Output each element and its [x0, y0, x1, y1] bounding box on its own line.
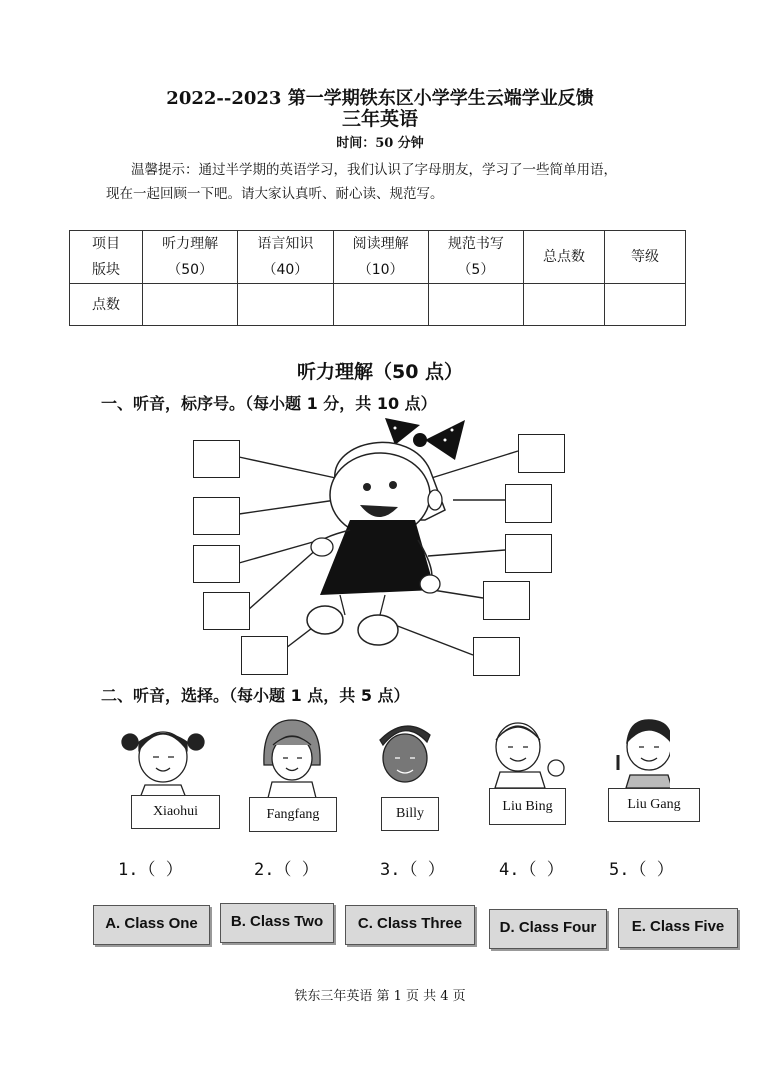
corner-bottom: 版块: [92, 262, 120, 278]
answer-blank-4[interactable]: 4.（ ）: [499, 860, 564, 880]
page-footer: 铁东三年英语 第 1 页 共 4 页: [294, 989, 466, 1004]
answer-blank-1[interactable]: 1.（ ）: [118, 860, 183, 880]
boy-pointing-icon: [618, 720, 670, 788]
tip-line-2: 现在一起回顾一下吧。请大家认真听、耐心读、规范写。: [106, 186, 444, 202]
col-points: （40）: [262, 262, 309, 278]
score-cell[interactable]: [143, 284, 238, 326]
col-writing: [428, 231, 523, 284]
score-cell[interactable]: [605, 284, 686, 326]
label-box-3[interactable]: [193, 545, 240, 583]
name-card-2: Fangfang: [249, 797, 337, 832]
option-class-four: D. Class Four: [489, 909, 607, 949]
option-class-three: C. Class Three: [345, 905, 475, 945]
row-label: 点数: [70, 284, 143, 326]
exam-title: 2022--2023 第一学期铁东区小学学生云端学业反馈: [166, 88, 594, 109]
col-name: 规范书写: [447, 236, 504, 252]
corner-cell: [70, 231, 143, 284]
boy-waving-icon: [495, 723, 564, 788]
col-language: [238, 231, 333, 284]
score-cell[interactable]: [333, 284, 428, 326]
boy-cap-icon: [380, 726, 430, 782]
label-box-7[interactable]: [505, 484, 552, 523]
subject-title: 三年英语: [341, 108, 418, 130]
time-limit: 时间：50 分钟: [336, 136, 424, 151]
label-box-2[interactable]: [193, 497, 240, 535]
children-portraits: [110, 715, 670, 800]
tip-line-1: 温馨提示：通过半学期的英语学习，我们认识了字母朋友，学习了一些简单用语，: [131, 162, 617, 178]
answer-blank-2[interactable]: 2.（ ）: [254, 860, 319, 880]
girl-pigtails-icon: [122, 732, 204, 798]
label-box-6[interactable]: [518, 434, 565, 473]
label-box-1[interactable]: [193, 440, 240, 478]
section-title: 听力理解（50 点）: [296, 361, 464, 383]
name-card-5: Liu Gang: [608, 788, 700, 822]
col-name: 听力理解: [162, 236, 219, 252]
label-box-9[interactable]: [483, 581, 530, 620]
label-box-5[interactable]: [241, 636, 288, 675]
name-card-1: Xiaohui: [131, 795, 220, 829]
col-reading: [333, 231, 428, 284]
option-class-two: B. Class Two: [220, 903, 334, 943]
option-class-five: E. Class Five: [618, 908, 738, 948]
option-class-one: A. Class One: [93, 905, 210, 945]
score-cell[interactable]: [524, 284, 605, 326]
answer-blank-5[interactable]: 5.（ ）: [609, 860, 674, 880]
col-points: （5）: [457, 262, 495, 278]
girl-bob-icon: [264, 720, 320, 798]
score-cell[interactable]: [238, 284, 333, 326]
label-box-4[interactable]: [203, 592, 250, 630]
answer-blank-3[interactable]: 3.（ ）: [380, 860, 445, 880]
col-listening: [143, 231, 238, 284]
col-points: （50）: [167, 262, 214, 278]
question-1-title: 一、听音，标序号。（每小题 1 分，共 10 点）: [101, 394, 437, 413]
col-total: 总点数: [524, 231, 605, 284]
name-card-3: Billy: [381, 797, 439, 831]
col-points: （10）: [357, 262, 404, 278]
question-2-title: 二、听音，选择。（每小题 1 点，共 5 点）: [101, 686, 410, 705]
score-cell[interactable]: [428, 284, 523, 326]
col-name: 阅读理解: [352, 236, 409, 252]
score-table: [69, 230, 686, 326]
label-box-8[interactable]: [505, 534, 552, 573]
col-grade: 等级: [605, 231, 686, 284]
label-box-10[interactable]: [473, 637, 520, 676]
col-name: 语言知识: [257, 236, 314, 252]
name-card-4: Liu Bing: [489, 788, 566, 825]
corner-top: 项目: [92, 236, 120, 252]
